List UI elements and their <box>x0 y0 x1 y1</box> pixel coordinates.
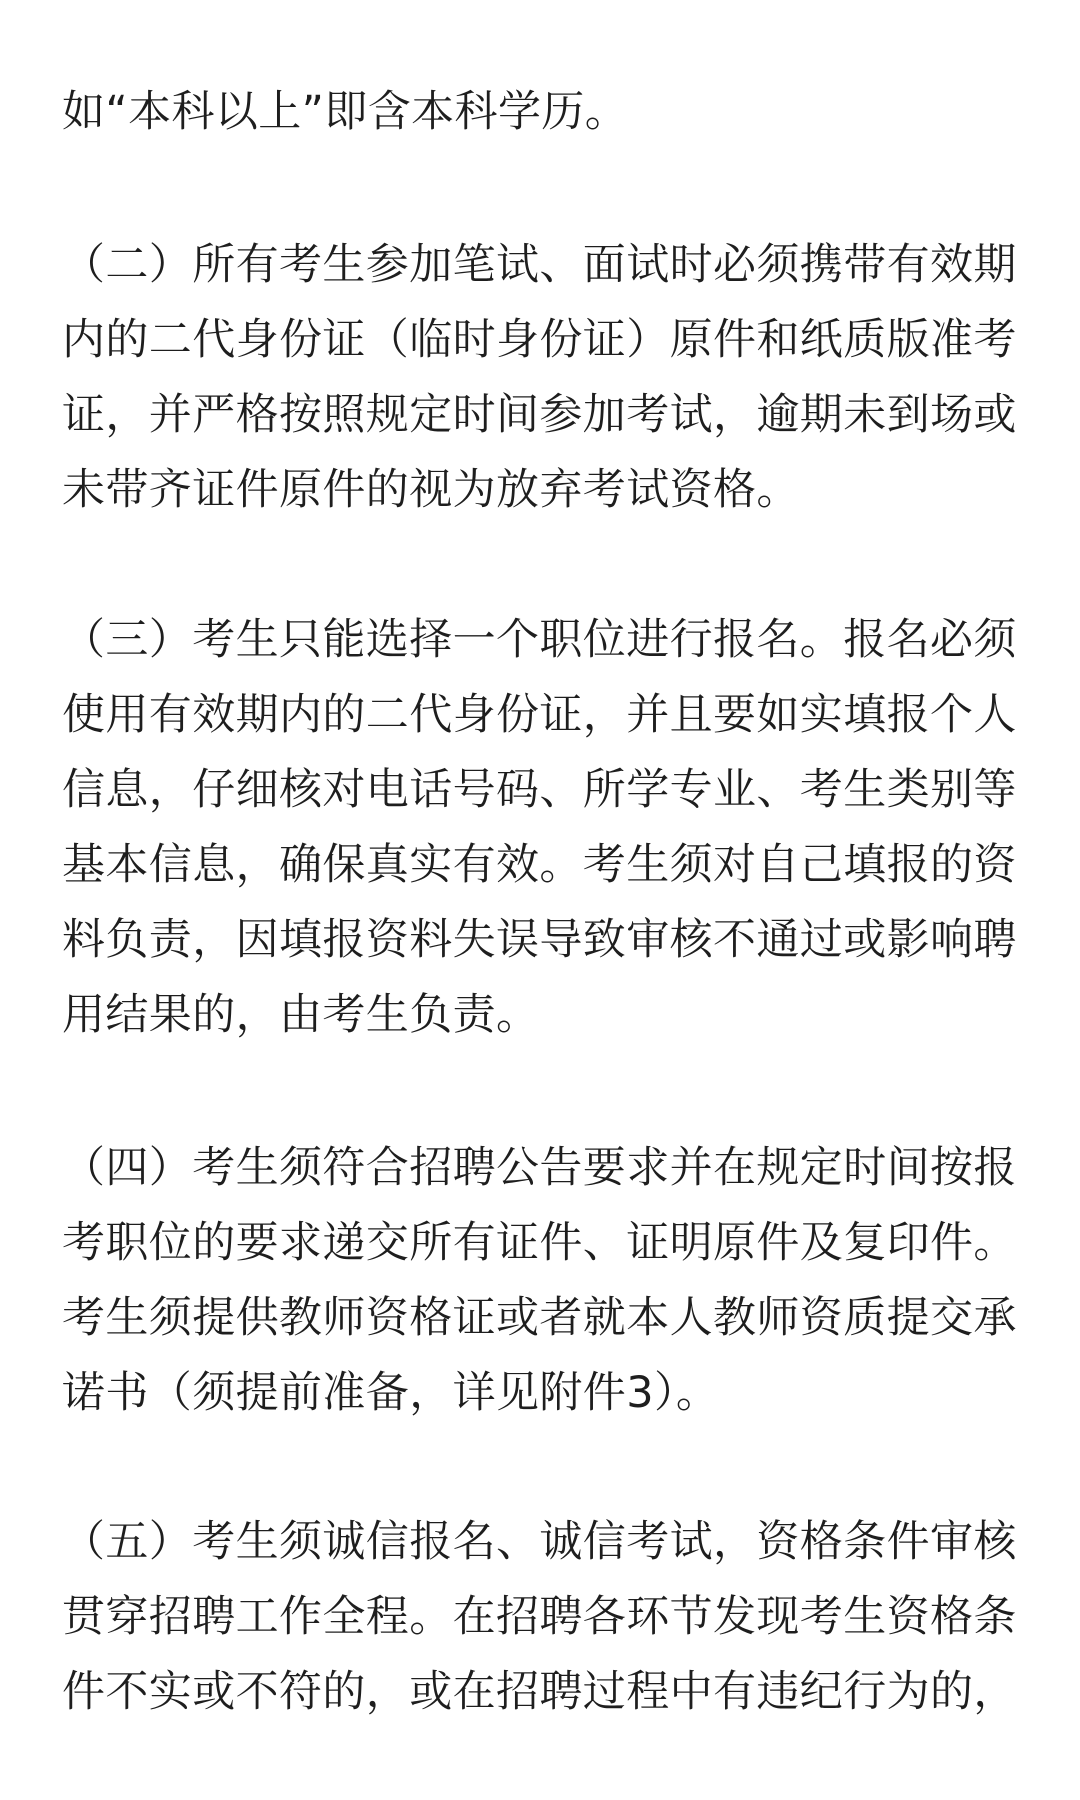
paragraph-5-line-1: （五）考生须诚信报名、诚信考试，资格条件审核 <box>62 1517 1017 1567</box>
paragraph-3-line-5: 料负责，因填报资料失误导致审核不通过或影响聘 <box>62 915 1017 965</box>
paragraph-4-line-3: 考生须提供教师资格证或者就本人教师资质提交承 <box>62 1293 1017 1343</box>
paragraph-4-line-4: 诺书（须提前准备，详见附件3）。 <box>62 1368 720 1418</box>
paragraph-3-line-3: 信息，仔细核对电话号码、所学专业、考生类别等 <box>62 765 1017 815</box>
paragraph-3-line-1: （三）考生只能选择一个职位进行报名。报名必须 <box>62 615 1017 665</box>
paragraph-2-line-2: 内的二代身份证（临时身份证）原件和纸质版准考 <box>62 315 1017 365</box>
paragraph-3-line-4: 基本信息，确保真实有效。考生须对自己填报的资 <box>62 840 1017 890</box>
paragraph-4-line-1: （四）考生须符合招聘公告要求并在规定时间按报 <box>62 1143 1017 1193</box>
paragraph-2-line-1: （二）所有考生参加笔试、面试时必须携带有效期 <box>62 240 1017 290</box>
paragraph-4-line-2: 考职位的要求递交所有证件、证明原件及复印件。 <box>62 1218 1017 1268</box>
paragraph-2-line-3: 证，并严格按照规定时间参加考试，逾期未到场或 <box>62 390 1017 440</box>
paragraph-3-line-2: 使用有效期内的二代身份证，并且要如实填报个人 <box>62 690 1017 740</box>
paragraph-3-line-6: 用结果的，由考生负责。 <box>62 990 540 1040</box>
paragraph-5-line-3: 件不实或不符的，或在招聘过程中有违纪行为的， <box>62 1667 1017 1717</box>
paragraph-2-line-4: 未带齐证件原件的视为放弃考试资格。 <box>62 465 800 515</box>
paragraph-1-line-1: 如“本科以上”即含本科学历。 <box>62 87 629 137</box>
paragraph-5-line-2: 贯穿招聘工作全程。在招聘各环节发现考生资格条 <box>62 1592 1017 1642</box>
